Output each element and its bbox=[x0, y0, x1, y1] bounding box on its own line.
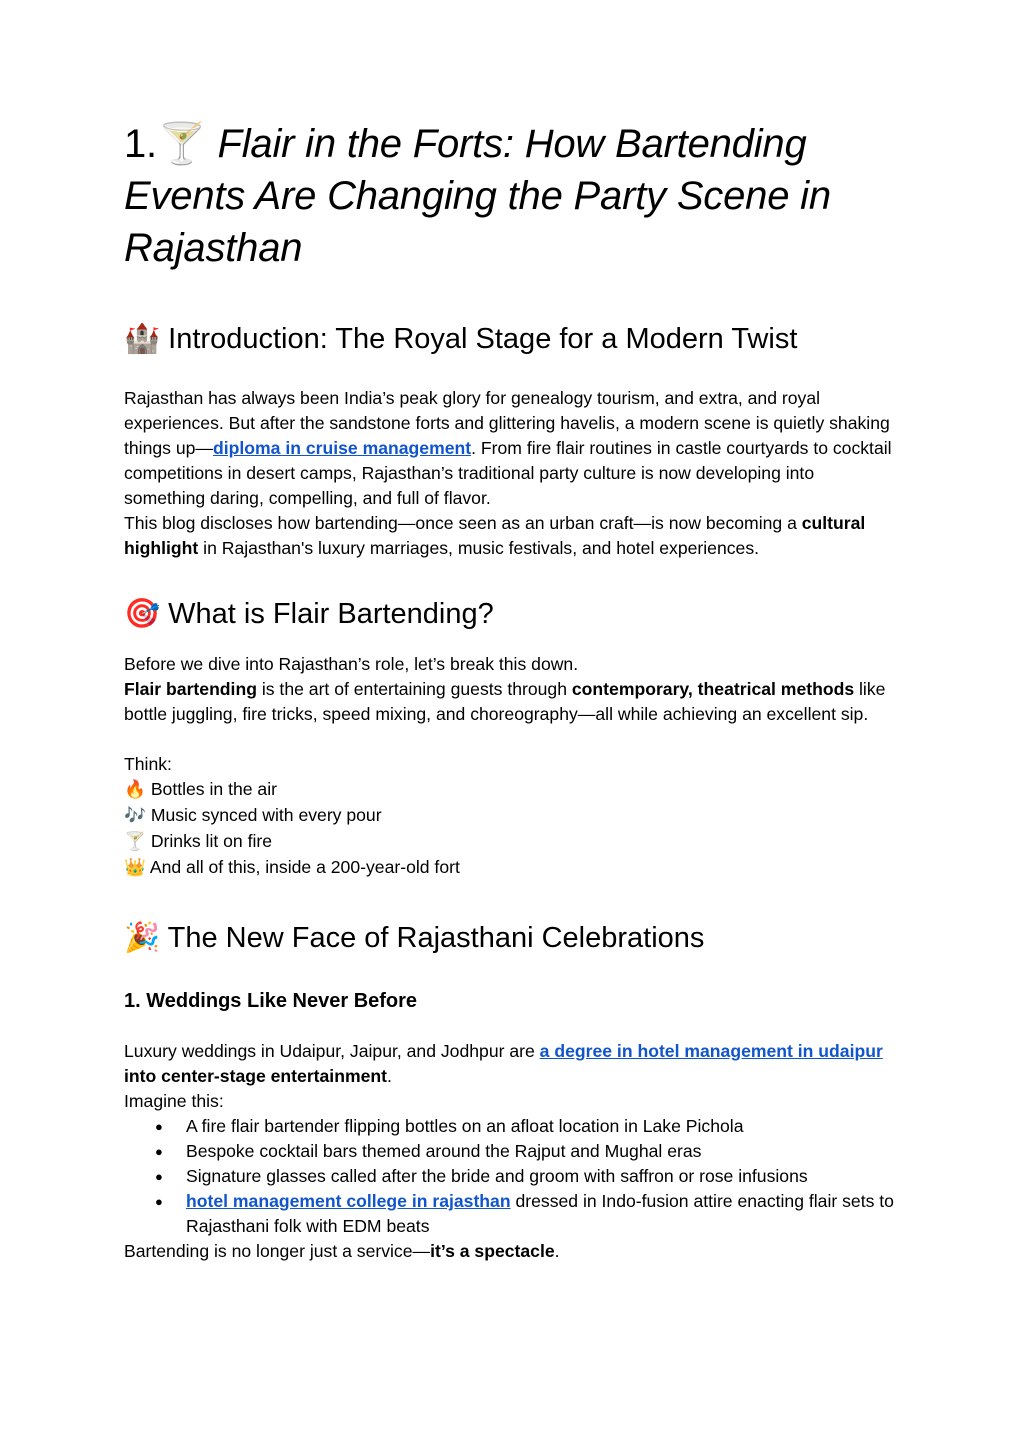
flair-heading-text: What is Flair Bartending? bbox=[168, 598, 494, 630]
list-item bbox=[186, 1189, 894, 1239]
flair-text-mid: is the art of entertaining guests through bbox=[256, 679, 572, 699]
link-diploma-cruise-management[interactable]: diploma in cruise management bbox=[213, 438, 472, 458]
weddings-text-1: Luxury weddings in Udaipur, Jaipur, and Jodhpur are bbox=[124, 1041, 540, 1061]
title-text: Flair in the Forts: How Bartending Events Are Changing the Party Scene in Rajasthan bbox=[124, 122, 831, 270]
closing-line bbox=[124, 1239, 894, 1264]
think-item-text: Bottles in the air bbox=[150, 779, 277, 799]
document-page bbox=[124, 118, 894, 1264]
think-item bbox=[124, 829, 894, 855]
list-item: ● Signature glasses called after the bride and groom with saffron or rose infusions bbox=[186, 1164, 894, 1189]
think-item bbox=[124, 803, 894, 829]
intro-paragraph-2 bbox=[124, 511, 894, 561]
closing-text: Bartending is no longer just a service— bbox=[124, 1241, 431, 1261]
flair-bold-methods: contemporary, theatrical methods bbox=[571, 679, 855, 699]
think-item bbox=[124, 777, 894, 803]
link-hotel-management-college-rajasthan[interactable]: hotel management college in rajasthan bbox=[186, 1191, 511, 1211]
intro-text-4: in Rajasthan's luxury marriages, music festivals, and hotel experiences. bbox=[198, 538, 760, 558]
weddings-subheading: 1. Weddings Like Never Before bbox=[124, 990, 418, 1012]
weddings-bold-center-stage: into center-stage entertainment bbox=[124, 1066, 387, 1086]
closing-bold-spectacle: it’s a spectacle bbox=[430, 1241, 555, 1261]
flair-intro-line: Before we dive into Rajasthan’s role, let’s break this down. bbox=[124, 654, 579, 674]
imagine-label: Imagine this: bbox=[124, 1091, 224, 1111]
castle-icon: 🏰 bbox=[124, 321, 161, 355]
crown-icon: 👑 bbox=[124, 858, 146, 878]
fire-icon: 🔥 bbox=[124, 780, 146, 800]
cocktail-glass-icon: 🍸 bbox=[156, 121, 207, 167]
closing-text-end: . bbox=[554, 1241, 560, 1261]
intro-heading-text: Introduction: The Royal Stage for a Modern Twist bbox=[168, 323, 798, 355]
flair-text-end: like bottle juggling, fire tricks, speed mixing, and choreography—all while achieving an excellent sip. bbox=[124, 679, 886, 724]
think-item bbox=[124, 855, 894, 881]
intro-text-1: Rajasthan has always been India’s peak glory for genealogy tourism, and extra, and royal experiences. But after the sandstone forts and glittering havelis, a modern scene is quietly shaking things up— bbox=[124, 388, 890, 458]
party-popper-icon: 🎉 bbox=[124, 920, 161, 954]
celebrations-heading-text: The New Face of Rajasthani Celebrations bbox=[167, 922, 705, 954]
cocktail-glass-icon: 🍸 bbox=[124, 832, 146, 852]
think-label: Think: bbox=[124, 754, 172, 774]
document-title bbox=[124, 118, 894, 274]
weddings-paragraph bbox=[124, 1039, 894, 1089]
target-icon: 🎯 bbox=[124, 596, 161, 630]
weddings-text-end: . bbox=[386, 1066, 392, 1086]
celebrations-heading bbox=[124, 919, 894, 956]
title-number: 1. bbox=[124, 122, 157, 166]
flair-definition bbox=[124, 677, 894, 727]
intro-heading bbox=[124, 320, 894, 357]
intro-paragraph bbox=[124, 386, 894, 511]
wedding-bullet-list bbox=[124, 1114, 894, 1239]
flair-bold-term: Flair bartending bbox=[124, 679, 257, 699]
list-item-text: dressed in Indo-fusion attire enacting flair sets to Rajasthani folk with EDM beats bbox=[186, 1191, 894, 1236]
flair-heading bbox=[124, 595, 894, 632]
list-item: ● A fire flair bartender flipping bottles on an afloat location in Lake Pichola bbox=[186, 1114, 894, 1139]
music-notes-icon: 🎶 bbox=[124, 806, 146, 826]
list-item: ● Bespoke cocktail bars themed around the Rajput and Mughal eras bbox=[186, 1139, 894, 1164]
think-item-text: Music synced with every pour bbox=[150, 805, 382, 825]
intro-bold-cultural-highlight: cultural highlight bbox=[124, 513, 866, 558]
link-degree-hotel-management-udaipur[interactable]: a degree in hotel management in udaipur bbox=[539, 1041, 883, 1061]
intro-text-3: This blog discloses how bartending—once seen as an urban craft—is now becoming a bbox=[124, 513, 802, 533]
think-item-text: And all of this, inside a 200-year-old fort bbox=[149, 857, 460, 877]
think-item-text: Drinks lit on fire bbox=[150, 831, 273, 851]
intro-text-2: . From fire flair routines in castle courtyards to cocktail competitions in desert camps, Rajasthan’s traditional party culture is now developing into something daring, compelling, and full of flavor. bbox=[124, 438, 892, 508]
